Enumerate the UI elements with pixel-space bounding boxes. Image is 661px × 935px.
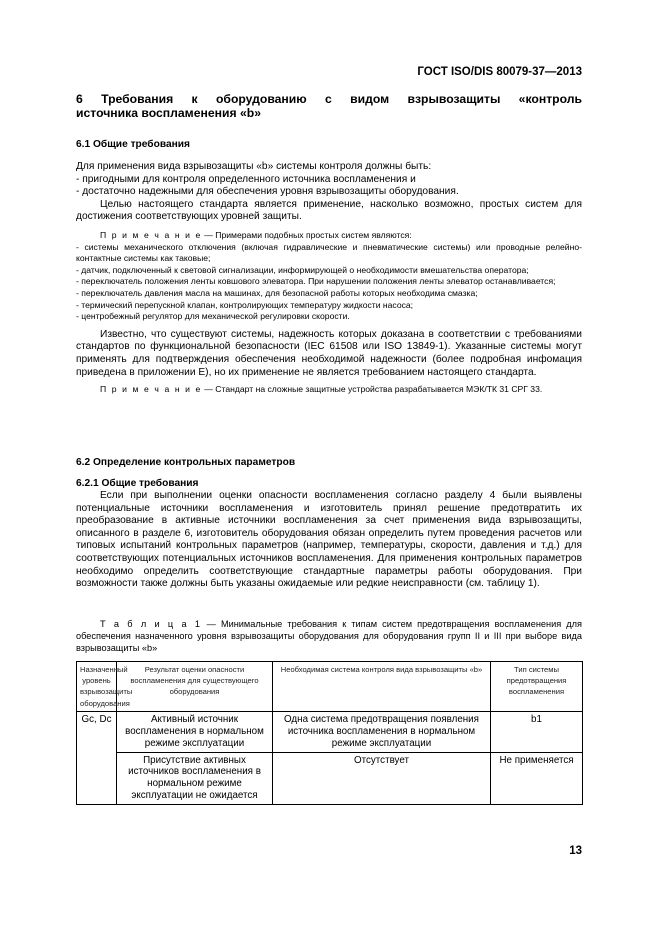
page-number: 13: [569, 845, 582, 857]
section-6-2-heading: 6.2 Определение контрольных параметров: [76, 457, 296, 468]
section-6-1-paragraph: Целью настоящего стандарта является применение, насколько возможно, простых систем для достижения соответствующих уровней защиты.: [76, 198, 582, 223]
note-1-intro: — Примерами подобных простых систем являются:: [201, 229, 412, 240]
table-1-caption: [76, 618, 582, 655]
note-item: - термический перепускной клапан, контролирующих температуру жидкости насоса;: [76, 299, 414, 310]
section-6-1: [76, 138, 582, 396]
note-item: - переключатель положения ленты ковшового элеватора. При нарушении положения ленты элеватор останавливается;: [76, 276, 556, 287]
section-6-2: [76, 456, 582, 591]
section-6-title-line2: источника воспламенения «b»: [76, 106, 261, 120]
note-2: [76, 384, 582, 396]
column-header: Тип системы предотвращения воспламенения: [491, 661, 583, 712]
section-6-2-1-paragraph: Если при выполнении оценки опасности воспламенения согласно разделу 4 были выявлены потенциальные источники воспламенения и изготовитель принял решение предотвратить их преобразование в активные источники воспламенения за счет применения вида взрывозащиты, описанного в разделе 6, изготовитель оборудования обязан определить путем проведения расчетов или типовых испытаний контрольных параметров (например, температуры, скорости, давления и т.д.) для соответствующих потенциальных источников воспламенения. Для применения контрольных параметров необходимо определить соответствующие стандартные параметры работы оборудования. При возможности также должны быть указаны ожидаемые или редкие неисправности (см. таблицу 1).: [76, 490, 582, 590]
column-header: Назначенный уровень взрывозащиты оборудования: [77, 661, 117, 712]
table-cell: b1: [491, 712, 583, 752]
table-cell: Одна система предотвращения появления источника воспламенения в нормальном режиме эксплуатации: [273, 712, 491, 752]
table-1: [76, 661, 583, 805]
list-item: - достаточно надежными для обеспечения уровня взрывозащиты оборудования.: [76, 186, 459, 198]
note-item: - центробежный регулятор для механической регулировки скорости.: [76, 311, 350, 322]
table-cell: Gc, Dc: [77, 712, 117, 805]
table-row: [77, 712, 583, 752]
table-cell: Активный источник воспламенения в нормальном режиме эксплуатации: [117, 712, 273, 752]
note-1-label: П р и м е ч а н и е: [100, 229, 202, 240]
document-code: ГОСТ ISO/DIS 80079-37—2013: [417, 66, 582, 78]
note-item: - переключатель давления масла на машинах, для безопасной работы которых необходима смазка;: [76, 287, 478, 298]
section-6-heading: [76, 92, 582, 120]
column-header: Необходимая система контроля вида взрывозащиты «b»: [273, 661, 491, 712]
note-2-text: — Стандарт на сложные защитные устройства разрабатывается МЭК/ТК 31 СРГ 33.: [201, 384, 543, 395]
section-6-title-line1: 6 Требования к оборудованию с видом взрывозащиты «контроль: [76, 92, 582, 106]
list-item: - пригодными для контроля определенного источника воспламенения и: [76, 173, 416, 185]
table-cell: Отсутствует: [273, 752, 491, 804]
table-1-caption-label: Т а б л и ц а 1: [100, 619, 202, 629]
section-6-1-paragraph-2: Известно, что существуют системы, надежность которых доказана в соответствии с требованиями стандартов по функциональной безопасности (IEC 61508 или ISO 13849-1). Указанные системы могут применять для подтверждения обеспечения необходимой надежности (более подробная инфомация приведена в приложении E), но их применение не является требованием настоящего стандарта.: [76, 328, 582, 378]
section-6-1-intro: Для применения вида взрывозащиты «b» системы контроля должны быть:: [76, 161, 432, 172]
note-2-label: П р и м е ч а н и е: [100, 384, 202, 395]
table-row: [77, 752, 583, 804]
note-item: - системы механического отключения (включая гидравлические и пневматические системы) или проводные релейно-контактные системы как таковые;: [76, 241, 582, 264]
note-1: [76, 230, 582, 242]
table-cell: Не применяется: [491, 752, 583, 804]
note-item: - датчик, подключенный к световой сигнализации, информирующей о необходимости вмешательства оператора;: [76, 264, 529, 275]
section-6-1-heading: 6.1 Общие требования: [76, 139, 190, 150]
section-6-2-1-heading: 6.2.1 Общие требования: [76, 478, 199, 489]
table-header-row: [77, 661, 583, 712]
column-header: Результат оценки опасности воспламенения для существующего оборудования: [117, 661, 273, 712]
table-1-caption-text: — Минимальные требования к типам систем предотвращения воспламенения для обеспечения назначенного уровня взрывозащиты оборудования для оборудования групп II и III при выборе вида взрывозащиты «b»: [76, 619, 583, 654]
table-cell: Присутствие активных источников воспламенения в нормальном режиме эксплуатации не ожидается: [117, 752, 273, 804]
table-1-block: [76, 618, 582, 805]
